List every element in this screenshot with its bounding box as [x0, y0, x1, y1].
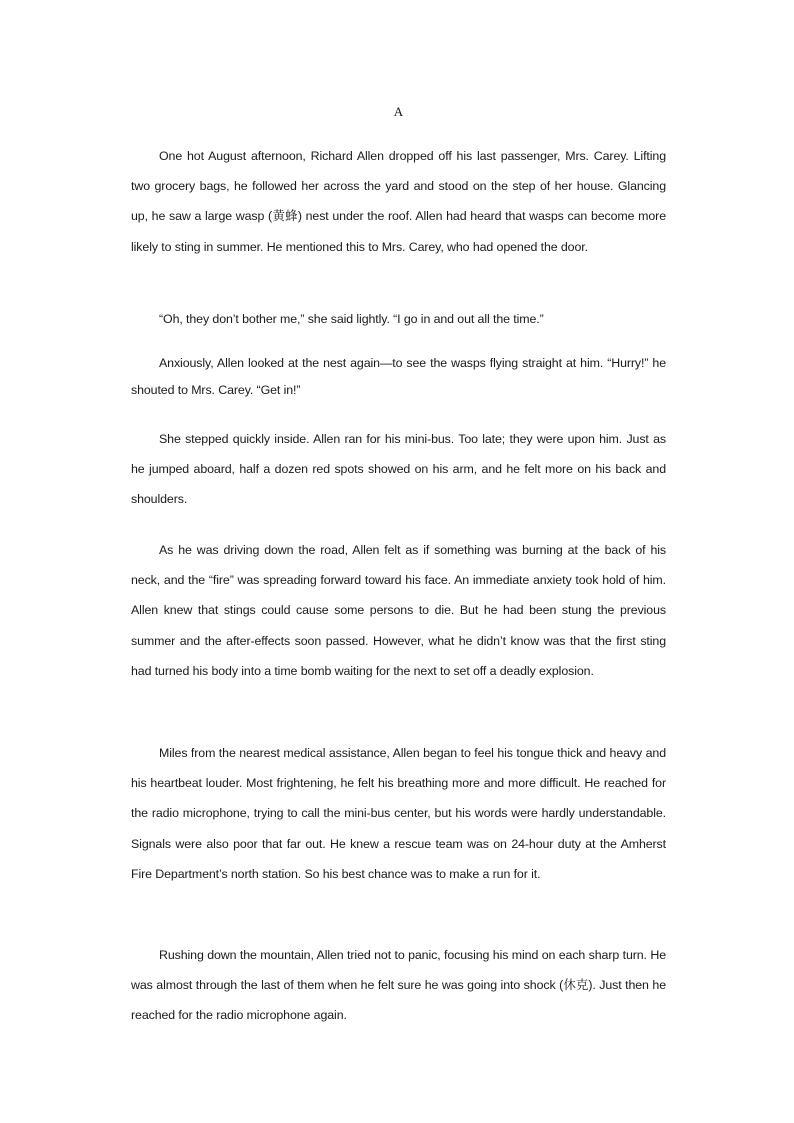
paragraph-2: “Oh, they don’t bother me,” she said lightly. “I go in and out all the time.”	[159, 312, 544, 326]
section-heading: A	[393, 104, 404, 119]
paragraph-5: As he was driving down the road, Allen felt as if something was burning at the back of his neck, and the “fire” was spreading forward toward his face. An immediate anxiety took hold of him. Allen knew that stings could cause some persons to die. But he had been stung the previous summer and the after-effects soon passed. However, what he didn’t know was that the first sting had turned his body into a time bomb waiting for the next to set off a deadly explosion.	[131, 543, 666, 678]
paragraph-6: Miles from the nearest medical assistance, Allen began to feel his tongue thick and heavy and his heartbeat louder. Most frightening, he felt his breathing more and more difficult. He reached for the radio microphone, trying to call the mini-bus center, but his words were hardly understandable. Signals were also poor that far out. He knew a rescue team was on 24-hour duty at the Amherst Fire Department’s north station. So his best chance was to make a run for it.	[131, 746, 666, 881]
paragraph-4: She stepped quickly inside. Allen ran for his mini-bus. Too late; they were upon him. Just as he jumped aboard, half a dozen red spots showed on his arm, and he felt more on his back and shoulders.	[131, 432, 666, 507]
paragraph-3: Anxiously, Allen looked at the nest again—to see the wasps flying straight at him. “Hurry!” he shouted to Mrs. Carey. “Get in!”	[131, 356, 666, 397]
paragraph-1: One hot August afternoon, Richard Allen dropped off his last passenger, Mrs. Carey. Lifting two grocery bags, he followed her across the yard and stood on the step of her house. Glancing up, he saw a large wasp (黄蜂) nest under the roof. Allen had heard that wasps can become more likely to sting in summer. He mentioned this to Mrs. Carey, who had opened the door.	[131, 149, 666, 254]
paragraph-7: Rushing down the mountain, Allen tried not to panic, focusing his mind on each sharp turn. He was almost through the last of them when he felt sure he was going into shock (休克). Just then he reached for the radio microphone again.	[131, 948, 666, 1023]
